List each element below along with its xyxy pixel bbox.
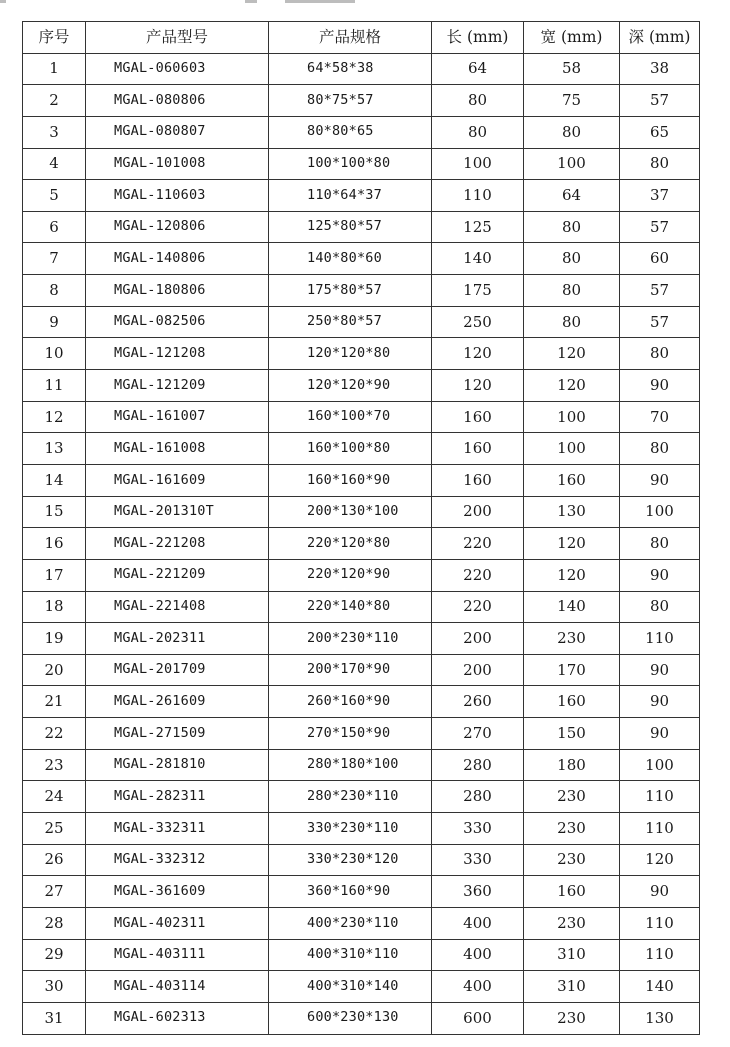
cell-depth: 110 [620, 907, 700, 939]
table-row [23, 718, 700, 750]
table-row [23, 464, 700, 496]
cell-no: 1 [23, 53, 86, 85]
cell-depth: 140 [620, 971, 700, 1003]
cell-length: 110 [432, 180, 524, 212]
cell-model: MGAL-121209 [86, 370, 269, 402]
cell-no: 17 [23, 559, 86, 591]
table-row [23, 749, 700, 781]
cell-spec: 220*140*80 [269, 591, 432, 623]
residue-mark [0, 0, 6, 3]
cell-model: MGAL-161609 [86, 464, 269, 496]
cell-length: 200 [432, 496, 524, 528]
cell-width: 230 [524, 623, 620, 655]
table-row [23, 180, 700, 212]
cell-no: 29 [23, 939, 86, 971]
cell-no: 21 [23, 686, 86, 718]
cell-model: MGAL-101008 [86, 148, 269, 180]
cell-length: 250 [432, 306, 524, 338]
cell-length: 330 [432, 813, 524, 845]
cell-spec: 200*170*90 [269, 654, 432, 686]
table-row [23, 971, 700, 1003]
cell-model: MGAL-221408 [86, 591, 269, 623]
table-header-row [23, 22, 700, 54]
cell-length: 64 [432, 53, 524, 85]
cell-depth: 57 [620, 211, 700, 243]
cell-no: 3 [23, 116, 86, 148]
cell-model: MGAL-201310T [86, 496, 269, 528]
cell-spec: 270*150*90 [269, 718, 432, 750]
residue-mark [285, 0, 355, 3]
cell-no: 26 [23, 844, 86, 876]
table-row [23, 528, 700, 560]
cell-model: MGAL-282311 [86, 781, 269, 813]
table-row [23, 496, 700, 528]
cell-model: MGAL-221209 [86, 559, 269, 591]
cell-length: 80 [432, 116, 524, 148]
cell-width: 150 [524, 718, 620, 750]
cell-no: 28 [23, 907, 86, 939]
table-row [23, 275, 700, 307]
cell-model: MGAL-361609 [86, 876, 269, 908]
cell-spec: 160*160*90 [269, 464, 432, 496]
cell-depth: 90 [620, 686, 700, 718]
cell-width: 100 [524, 401, 620, 433]
cell-depth: 90 [620, 718, 700, 750]
cell-width: 64 [524, 180, 620, 212]
cell-width: 80 [524, 211, 620, 243]
cell-no: 9 [23, 306, 86, 338]
cell-length: 260 [432, 686, 524, 718]
cell-model: MGAL-180806 [86, 275, 269, 307]
cell-spec: 260*160*90 [269, 686, 432, 718]
cell-width: 160 [524, 686, 620, 718]
cell-depth: 80 [620, 591, 700, 623]
cell-no: 23 [23, 749, 86, 781]
cell-no: 11 [23, 370, 86, 402]
cell-length: 125 [432, 211, 524, 243]
cell-length: 220 [432, 559, 524, 591]
cell-spec: 280*180*100 [269, 749, 432, 781]
cell-no: 10 [23, 338, 86, 370]
cell-depth: 80 [620, 433, 700, 465]
cell-spec: 400*230*110 [269, 907, 432, 939]
cell-spec: 160*100*80 [269, 433, 432, 465]
cell-depth: 100 [620, 496, 700, 528]
cell-depth: 57 [620, 306, 700, 338]
cell-no: 16 [23, 528, 86, 560]
cell-depth: 90 [620, 654, 700, 686]
cell-length: 200 [432, 654, 524, 686]
cell-depth: 60 [620, 243, 700, 275]
cell-depth: 90 [620, 559, 700, 591]
cell-spec: 280*230*110 [269, 781, 432, 813]
cell-spec: 250*80*57 [269, 306, 432, 338]
cell-length: 220 [432, 528, 524, 560]
cell-length: 600 [432, 1002, 524, 1034]
cell-no: 13 [23, 433, 86, 465]
table-body [23, 53, 700, 1034]
cell-model: MGAL-332312 [86, 844, 269, 876]
cell-length: 220 [432, 591, 524, 623]
cell-length: 175 [432, 275, 524, 307]
cell-no: 19 [23, 623, 86, 655]
header-length: 长 (mm) [432, 22, 524, 54]
cell-model: MGAL-221208 [86, 528, 269, 560]
header-depth: 深 (mm) [620, 22, 700, 54]
cell-spec: 200*130*100 [269, 496, 432, 528]
table-row [23, 654, 700, 686]
table-row [23, 243, 700, 275]
cell-width: 230 [524, 1002, 620, 1034]
cell-model: MGAL-271509 [86, 718, 269, 750]
cell-spec: 400*310*140 [269, 971, 432, 1003]
cell-spec: 140*80*60 [269, 243, 432, 275]
cell-length: 270 [432, 718, 524, 750]
cell-spec: 110*64*37 [269, 180, 432, 212]
cell-spec: 220*120*90 [269, 559, 432, 591]
cell-width: 80 [524, 116, 620, 148]
cell-width: 120 [524, 370, 620, 402]
cell-width: 140 [524, 591, 620, 623]
cell-width: 310 [524, 971, 620, 1003]
cell-no: 14 [23, 464, 86, 496]
table-row [23, 1002, 700, 1034]
cell-spec: 64*58*38 [269, 53, 432, 85]
cell-model: MGAL-082506 [86, 306, 269, 338]
cell-length: 160 [432, 464, 524, 496]
cell-depth: 110 [620, 781, 700, 813]
cell-length: 140 [432, 243, 524, 275]
table-row [23, 433, 700, 465]
cell-width: 80 [524, 275, 620, 307]
table-row [23, 306, 700, 338]
cell-spec: 600*230*130 [269, 1002, 432, 1034]
cell-spec: 125*80*57 [269, 211, 432, 243]
cell-depth: 110 [620, 623, 700, 655]
cell-model: MGAL-060603 [86, 53, 269, 85]
cell-width: 160 [524, 464, 620, 496]
cell-spec: 220*120*80 [269, 528, 432, 560]
table-row [23, 844, 700, 876]
cell-depth: 70 [620, 401, 700, 433]
cell-model: MGAL-080807 [86, 116, 269, 148]
cell-spec: 120*120*80 [269, 338, 432, 370]
cell-width: 230 [524, 844, 620, 876]
cell-no: 22 [23, 718, 86, 750]
cell-no: 18 [23, 591, 86, 623]
cell-no: 20 [23, 654, 86, 686]
table-row [23, 907, 700, 939]
cell-spec: 160*100*70 [269, 401, 432, 433]
cell-no: 24 [23, 781, 86, 813]
cell-model: MGAL-281810 [86, 749, 269, 781]
cell-width: 100 [524, 433, 620, 465]
cell-length: 160 [432, 401, 524, 433]
cell-length: 280 [432, 781, 524, 813]
cell-model: MGAL-161008 [86, 433, 269, 465]
table-row [23, 781, 700, 813]
cell-model: MGAL-161007 [86, 401, 269, 433]
cell-width: 130 [524, 496, 620, 528]
cell-depth: 110 [620, 939, 700, 971]
cell-spec: 200*230*110 [269, 623, 432, 655]
cell-no: 6 [23, 211, 86, 243]
cell-model: MGAL-080806 [86, 85, 269, 117]
cell-no: 30 [23, 971, 86, 1003]
table-row [23, 116, 700, 148]
cell-depth: 130 [620, 1002, 700, 1034]
cell-width: 230 [524, 781, 620, 813]
header-model: 产品型号 [86, 22, 269, 54]
cell-model: MGAL-110603 [86, 180, 269, 212]
cell-width: 120 [524, 338, 620, 370]
cell-width: 100 [524, 148, 620, 180]
cell-model: MGAL-202311 [86, 623, 269, 655]
table-row [23, 559, 700, 591]
cell-width: 180 [524, 749, 620, 781]
cell-length: 400 [432, 971, 524, 1003]
table-row [23, 813, 700, 845]
cell-width: 230 [524, 813, 620, 845]
cell-length: 330 [432, 844, 524, 876]
cell-no: 27 [23, 876, 86, 908]
table-row [23, 370, 700, 402]
cell-model: MGAL-120806 [86, 211, 269, 243]
cell-depth: 90 [620, 876, 700, 908]
top-edge-residue [0, 0, 730, 4]
cell-spec: 80*75*57 [269, 85, 432, 117]
cell-depth: 100 [620, 749, 700, 781]
cell-width: 75 [524, 85, 620, 117]
cell-width: 58 [524, 53, 620, 85]
cell-model: MGAL-402311 [86, 907, 269, 939]
cell-model: MGAL-121208 [86, 338, 269, 370]
cell-width: 230 [524, 907, 620, 939]
cell-model: MGAL-201709 [86, 654, 269, 686]
cell-spec: 120*120*90 [269, 370, 432, 402]
cell-model: MGAL-261609 [86, 686, 269, 718]
cell-no: 2 [23, 85, 86, 117]
cell-length: 100 [432, 148, 524, 180]
table-row [23, 338, 700, 370]
cell-spec: 330*230*110 [269, 813, 432, 845]
cell-width: 170 [524, 654, 620, 686]
cell-width: 310 [524, 939, 620, 971]
cell-model: MGAL-602313 [86, 1002, 269, 1034]
cell-depth: 120 [620, 844, 700, 876]
table-row [23, 53, 700, 85]
cell-length: 400 [432, 939, 524, 971]
cell-depth: 57 [620, 85, 700, 117]
cell-no: 15 [23, 496, 86, 528]
cell-length: 360 [432, 876, 524, 908]
table-row [23, 686, 700, 718]
residue-mark [245, 0, 257, 3]
table-row [23, 591, 700, 623]
cell-length: 280 [432, 749, 524, 781]
cell-spec: 360*160*90 [269, 876, 432, 908]
header-width: 宽 (mm) [524, 22, 620, 54]
cell-depth: 90 [620, 464, 700, 496]
cell-width: 160 [524, 876, 620, 908]
cell-depth: 65 [620, 116, 700, 148]
cell-width: 120 [524, 528, 620, 560]
cell-depth: 37 [620, 180, 700, 212]
cell-depth: 80 [620, 148, 700, 180]
product-spec-table [22, 21, 700, 1035]
cell-no: 8 [23, 275, 86, 307]
table-row [23, 148, 700, 180]
cell-no: 7 [23, 243, 86, 275]
table-row [23, 876, 700, 908]
cell-length: 200 [432, 623, 524, 655]
cell-model: MGAL-140806 [86, 243, 269, 275]
table-row [23, 211, 700, 243]
cell-no: 31 [23, 1002, 86, 1034]
cell-spec: 400*310*110 [269, 939, 432, 971]
cell-spec: 175*80*57 [269, 275, 432, 307]
cell-length: 120 [432, 370, 524, 402]
cell-no: 4 [23, 148, 86, 180]
cell-spec: 330*230*120 [269, 844, 432, 876]
cell-length: 120 [432, 338, 524, 370]
cell-no: 12 [23, 401, 86, 433]
table-row [23, 401, 700, 433]
cell-length: 160 [432, 433, 524, 465]
cell-depth: 110 [620, 813, 700, 845]
cell-width: 120 [524, 559, 620, 591]
table-row [23, 623, 700, 655]
table-row [23, 85, 700, 117]
cell-depth: 38 [620, 53, 700, 85]
header-spec: 产品规格 [269, 22, 432, 54]
cell-depth: 80 [620, 528, 700, 560]
cell-depth: 80 [620, 338, 700, 370]
header-no: 序号 [23, 22, 86, 54]
cell-model: MGAL-403114 [86, 971, 269, 1003]
cell-depth: 57 [620, 275, 700, 307]
cell-width: 80 [524, 243, 620, 275]
cell-depth: 90 [620, 370, 700, 402]
cell-model: MGAL-332311 [86, 813, 269, 845]
cell-no: 25 [23, 813, 86, 845]
cell-model: MGAL-403111 [86, 939, 269, 971]
cell-width: 80 [524, 306, 620, 338]
cell-spec: 80*80*65 [269, 116, 432, 148]
cell-spec: 100*100*80 [269, 148, 432, 180]
table-row [23, 939, 700, 971]
cell-length: 80 [432, 85, 524, 117]
cell-length: 400 [432, 907, 524, 939]
cell-no: 5 [23, 180, 86, 212]
